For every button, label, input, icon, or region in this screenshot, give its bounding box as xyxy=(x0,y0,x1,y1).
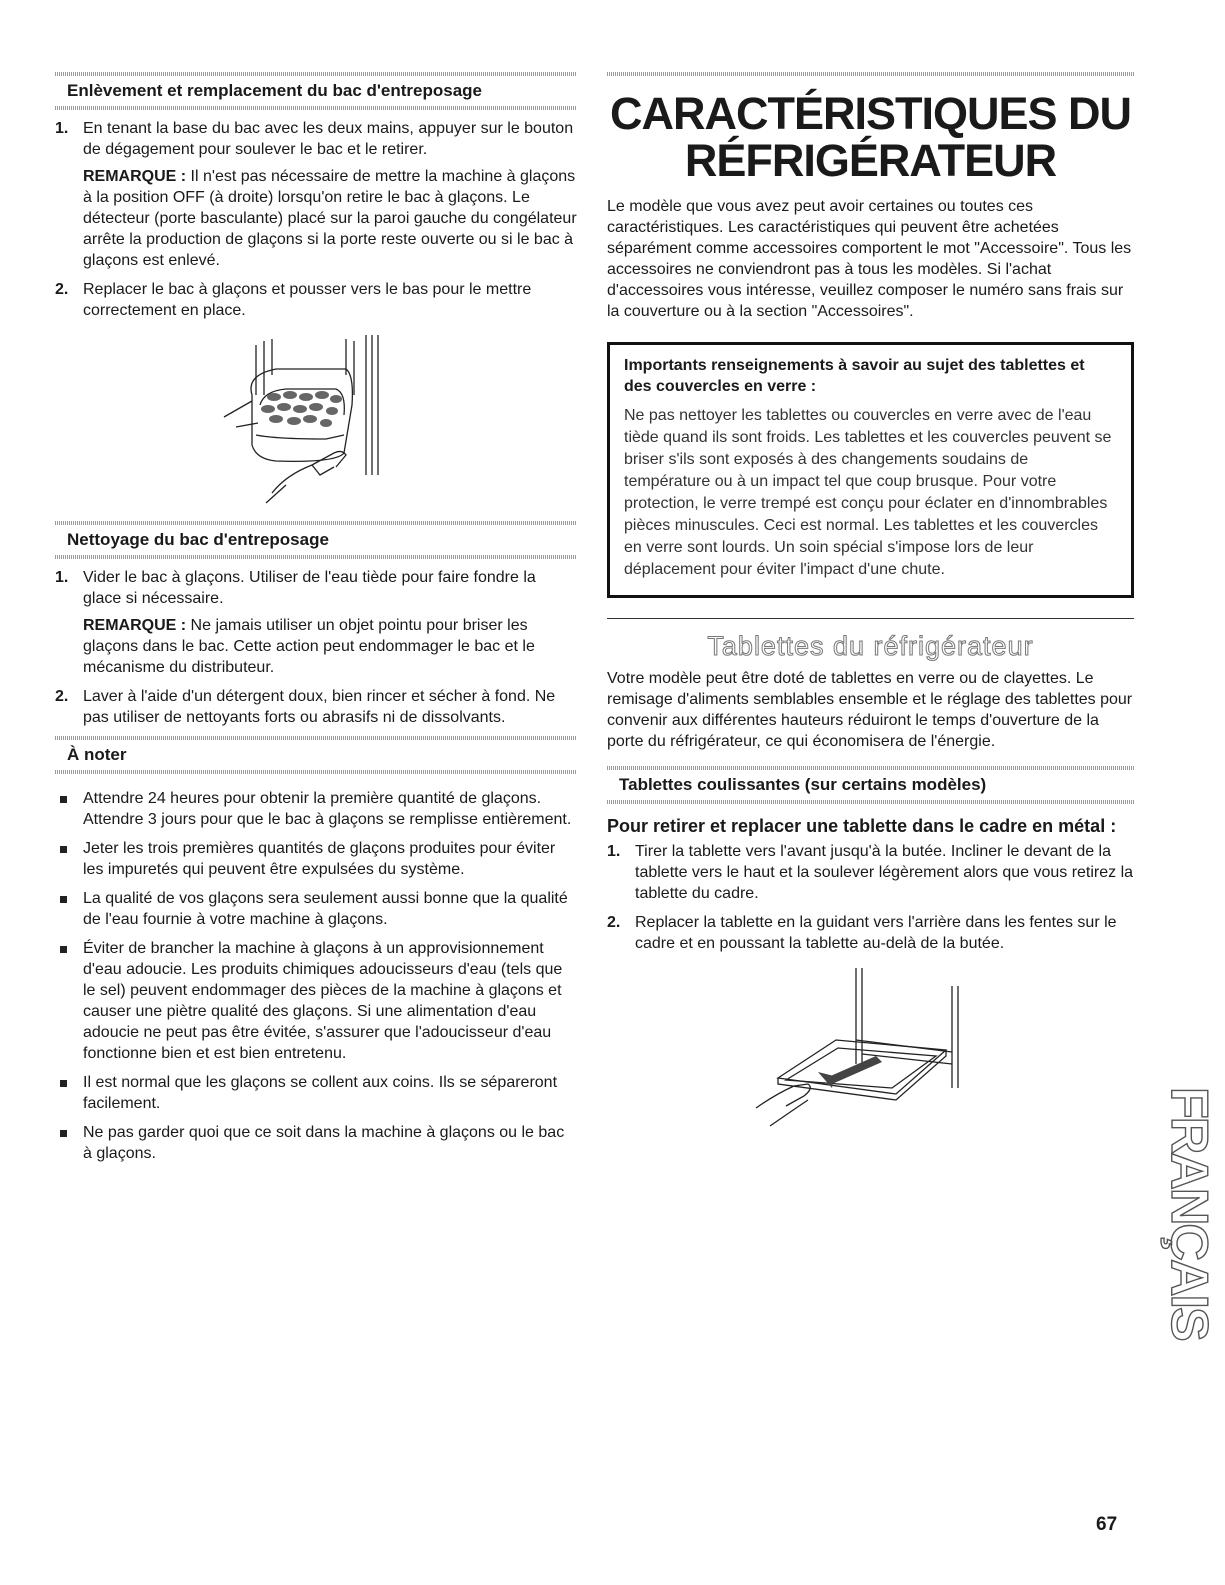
bullet-item: Il est normal que les glaçons se collent aux coins. Ils se sépareront facilement. xyxy=(55,1072,577,1114)
note: REMARQUE : Il n'est pas nécessaire de mettre la machine à glaçons à la position OFF (à droite) lorsqu'on retire le bac à glaçons. Le détecteur (porte basculante) placé sur la paroi gauche du congélateur arrête la production de glaçons si la porte reste ouverte ou si le bac à glaçons est enlevé. xyxy=(83,168,577,269)
section-title-shelves: Tablettes du réfrigérateur xyxy=(707,631,1034,661)
warning-box xyxy=(607,342,1134,598)
section-divider xyxy=(607,800,1134,804)
bullet-icon xyxy=(55,938,83,1064)
list-item: 2. Replacer le bac à glaçons et pousser vers le bas pour le mettre correctement en place. xyxy=(55,281,532,319)
right-column xyxy=(607,0,1134,1128)
shelves-paragraph: Votre modèle peut être doté de tablettes en verre ou de clayettes. Le remisage d'aliments semblables ensemble et le réglage des tablettes pour convenir aux différentes hauteurs réduiront le temps d'ouverture de la porte du réfrigérateur, ce qui économisera de l'énergie. xyxy=(607,670,1133,750)
bullet-item: Éviter de brancher la machine à glaçons à un approvisionnement d'eau adoucie. Les produits chimiques adoucisseurs d'eau (tels que le sel) peuvent endommager des pièces de la machine à glaçons et causer une piètre qualité des glaçons. Si une alimentation d'eau adoucie ne peut pas être évitée, s'assurer que l'adoucisseur d'eau fonctionne bien et est bien entretenu. xyxy=(55,938,577,1064)
bullet-icon xyxy=(55,838,83,880)
page-number: 67 xyxy=(1096,1514,1118,1535)
section-rule xyxy=(607,618,1134,619)
warning-text: Ne pas nettoyer les tablettes ou couvercles en verre avec de l'eau tiède quand ils sont froids. Les tablettes et les couvercles peuvent se briser s'ils sont exposés à des changements soudains de température ou à un impact tel que coup brusque. Pour votre protection, le verre trempé est conçu pour éclater en d'innombrables pièces minuscules. Ceci est normal. Les tablettes et les couvercles en verre sont lourds. Un soin spécial s'impose lors de leur déplacement pour éviter l'impact d'une chute. xyxy=(624,407,1112,578)
bullet-icon xyxy=(55,1122,83,1164)
warning-heading: Importants renseignements à savoir au sujet des tablettes et des couvercles en verre : xyxy=(624,357,1085,395)
bullet-icon xyxy=(55,1072,83,1114)
side-tab-label: FRANÇAIS xyxy=(1160,1087,1218,1340)
list-item: 2. Replacer la tablette en la guidant vers l'arrière dans les fentes sur le cadre et en poussant la tablette au-delà de la butée. xyxy=(607,914,1117,952)
section-heading-cleaning: Nettoyage du bac d'entreposage xyxy=(67,530,329,549)
language-side-tab xyxy=(1150,1085,1218,1345)
note: REMARQUE : Ne jamais utiliser un objet pointu pour briser les glaçons dans le bac. Cette action peut endommager le bac et le mécanisme du distributeur. xyxy=(83,617,535,676)
bullet-item: Attendre 24 heures pour obtenir la première quantité de glaçons. Attendre 3 jours pour que le bac à glaçons se remplisse entièrement. xyxy=(55,788,577,830)
bullet-item: Jeter les trois premières quantités de glaçons produites pour éviter les impuretés qui peuvent être expulsées du système. xyxy=(55,838,577,880)
shelf-illustration xyxy=(756,968,986,1128)
list-item: 2. Laver à l'aide d'un détergent doux, bien rincer et sécher à fond. Ne pas utiliser de nettoyants forts ou abrasifs ni de dissolvants. xyxy=(55,688,556,726)
section-heading-removal: Enlèvement et remplacement du bac d'entreposage xyxy=(67,81,483,100)
section-divider xyxy=(55,555,577,559)
list-item: 1. En tenant la base du bac avec les deux mains, appuyer sur le bouton de dégagement pour soulever le bac et le retirer. xyxy=(55,120,574,158)
procedure-heading: Pour retirer et replacer une tablette dans le cadre en métal : xyxy=(607,816,1117,836)
ice-bin-illustration xyxy=(216,335,416,503)
bullet-icon xyxy=(55,788,83,830)
section-divider xyxy=(55,106,577,110)
list-item: 1. Tirer la tablette vers l'avant jusqu'à la butée. Incliner le devant de la tablette vers le haut et la soulever légèrement alors que vous retirez la tablette du cadre. xyxy=(607,843,1134,902)
page-title-line-2: RÉFRIGÉRATEUR xyxy=(684,135,1057,186)
section-heading-sliding: Tablettes coulissantes (sur certains modèles) xyxy=(619,775,987,794)
list-item: 1. Vider le bac à glaçons. Utiliser de l'eau tiède pour faire fondre la glace si nécessaire. xyxy=(55,569,536,607)
bullet-item: La qualité de vos glaçons sera seulement aussi bonne que la qualité de l'eau fournie à votre machine à glaçons. xyxy=(55,888,577,930)
left-column xyxy=(55,0,577,1164)
intro-paragraph: Le modèle que vous avez peut avoir certaines ou toutes ces caractéristiques. Les caractéristiques qui peuvent être achetées séparément comme accessoires comportent le mot "Accessoire". Tous les accessoires ne conviendront pas à tous les modèles. Si l'achat d'accessoires vous intéresse, veuillez composer le numéro sans frais sur la couverture ou à la section "Accessoires". xyxy=(607,198,1132,320)
bullet-item: Ne pas garder quoi que ce soit dans la machine à glaçons ou le bac à glaçons. xyxy=(55,1122,577,1164)
page-title-line-1: CARACTÉRISTIQUES DU xyxy=(609,88,1132,139)
section-heading-notes: À noter xyxy=(67,745,127,764)
bullet-icon xyxy=(55,888,83,930)
